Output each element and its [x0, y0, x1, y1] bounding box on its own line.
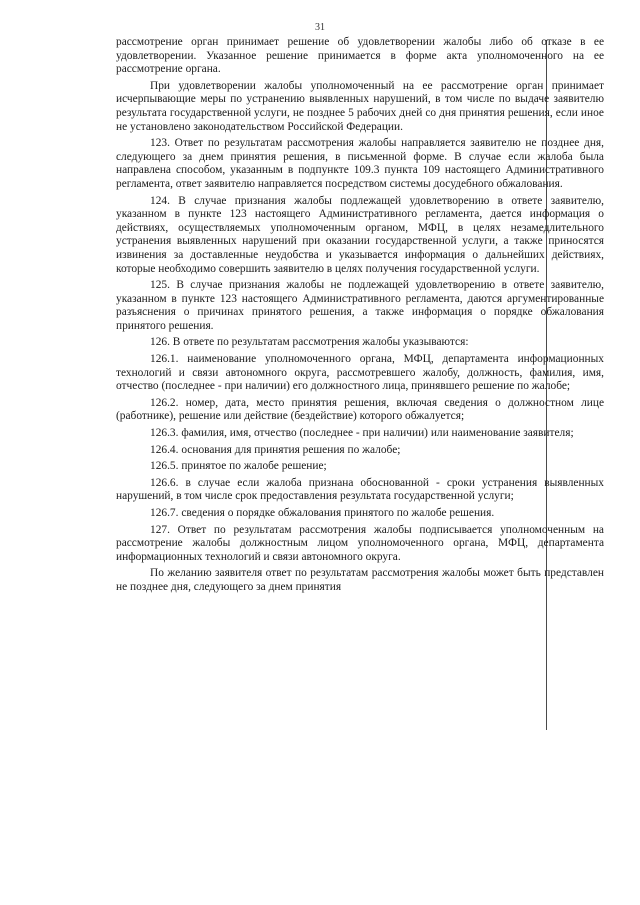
- paragraph: 126.6. в случае если жалоба признана обоснованной - сроки устранения выявленных нарушений, в том числе срок предоставления результата государственной услуги;: [116, 476, 604, 503]
- paragraph: 126.1. наименование уполномоченного органа, МФЦ, департамента информационных технологий и связи автономного округа, рассмотревшего жалобу, должность, фамилия, имя, отчество (последнее - при наличии) его должностного лица, принявшего решение по жалобе;: [116, 353, 604, 393]
- document-body: [116, 36, 604, 598]
- paragraph: 123. Ответ по результатам рассмотрения жалобы направляется заявителю не позднее дня, следующего за днем принятия решения, в письменной форме. В случае если жалоба была направлена способом, указанным в подпункте 109.3 пункта 109 настоящего Административного регламента, ответ заявителю направляется посредством системы досудебного обжалования.: [116, 137, 604, 190]
- paragraph: При удовлетворении жалобы уполномоченный на ее рассмотрение орган принимает исчерпывающие меры по устранению выявленных нарушений, в том числе по выдаче заявителю результата государственной услуги, не позднее 5 рабочих дней со дня принятия решения, если иное не установлено законодательством Российской Федерации.: [116, 79, 604, 133]
- paragraph: 126.5. принятое по жалобе решение;: [150, 460, 327, 473]
- paragraph: 126.2. номер, дата, место принятия решения, включая сведения о должностном лице (работнике), решение или действие (бездействие) которого обжалуется;: [116, 396, 604, 423]
- paragraph: 126.7. сведения о порядке обжалования принятого по жалобе решения.: [150, 507, 495, 519]
- paragraph: 127. Ответ по результатам рассмотрения жалобы подписывается уполномоченным на рассмотрение жалобы должностным лицом уполномоченного органа, МФЦ, департамента информационных технологий и связи автономного округа.: [116, 523, 604, 563]
- page-number: 31: [315, 22, 325, 33]
- paragraph: 125. В случае признания жалобы не подлежащей удовлетворению в ответе заявителю, указанном в пункте 123 настоящего Административного регламента, даются аргументированные разъяснения о причинах принятого решения, а также информация о порядке обжалования принятого решения.: [116, 279, 604, 332]
- paragraph: 126.4. основания для принятия решения по жалобе;: [150, 443, 401, 456]
- paragraph: По желанию заявителя ответ по результатам рассмотрения жалобы может быть представлен не позднее дня, следующего за днем принятия: [116, 567, 604, 593]
- paragraph: рассмотрение орган принимает решение об удовлетворении жалобы либо об отказе в ее удовлетворении. Указанное решение принимается в форме акта уполномоченного на ее рассмотрение органа.: [116, 36, 604, 76]
- paragraph: 126. В ответе по результатам рассмотрения жалобы указываются:: [150, 336, 469, 349]
- paragraph: 126.3. фамилия, имя, отчество (последнее - при наличии) или наименование заявителя;: [150, 427, 574, 440]
- paragraph: 124. В случае признания жалобы подлежащей удовлетворению в ответе заявителю, указанном в пункте 123 настоящего Административного регламента, дается информация о действиях, осуществляемых уполномоченным органом, МФЦ, в целях незамедлительного устранения выявленных нарушений при оказании государственной услуги, а также приносятся извинения за доставленные неудобства и указывается информация о дальнейших действиях, которые необходимо совершить заявителю в целях получения государственной услуги.: [116, 194, 604, 275]
